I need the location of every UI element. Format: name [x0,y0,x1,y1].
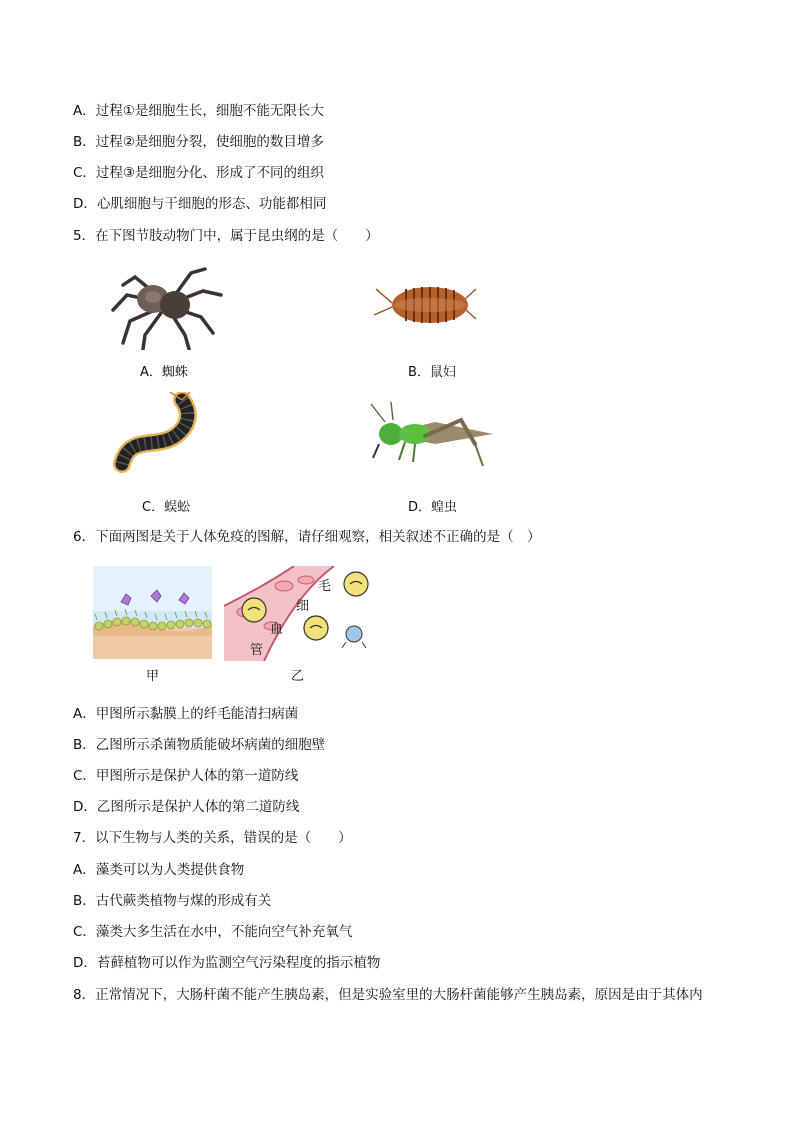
q7-option-d: D．苔藓植物可以作为监测空气污染程度的指示植物 [73,955,381,971]
q4-option-a: A．过程①是细胞生长，细胞不能无限长大 [73,103,324,119]
fig-caption-yi: 乙 [291,669,305,684]
q5-caption-b: B．鼠妇 [408,365,456,380]
q6-option-b: B．乙图所示杀菌物质能破坏病菌的细胞壁 [73,737,326,753]
centipede-icon [110,392,220,482]
q4-option-c: C．过程③是细胞分化、形成了不同的组织 [73,165,325,181]
q6-stem: 6．下面两图是关于人体免疫的图解，请仔细观察，相关叙述不正确的是（ ） [73,529,541,545]
q5-caption-d: D．蝗虫 [408,500,458,515]
q5-stem: 5．在下图节肢动物门中，属于昆虫纲的是（ ） [73,228,379,244]
q5-caption-a: A．蜘蛛 [140,365,188,380]
fig-label-xue: 血 [270,622,284,637]
q6-option-d: D．乙图所示是保护人体的第二道防线 [73,799,300,815]
q5-caption-c: C．蜈蚣 [142,500,191,515]
q7-stem: 7．以下生物与人类的关系，错误的是（ ） [73,830,352,846]
q7-option-a: A．藻类可以为人类提供食物 [73,862,245,878]
q8-stem: 8．正常情况下，大肠杆菌不能产生胰岛素，但是实验室里的大肠杆菌能够产生胰岛素，原因是由于其体内 [73,987,703,1003]
mucosa-cilia-figure [93,566,212,659]
fig-caption-jia: 甲 [146,669,160,684]
q4-option-b: B．过程②是细胞分裂，使细胞的数目增多 [73,134,324,150]
woodlouse-icon [370,275,480,335]
fig-label-guan: 管 [250,643,264,658]
q4-option-d: D．心肌细胞与干细胞的形态、功能都相同 [73,196,327,212]
fig-label-mao: 毛 [318,579,332,594]
fig-label-xi: 细 [296,599,310,614]
q7-option-b: B．古代蕨类植物与煤的形成有关 [73,893,272,909]
spider-icon [105,255,225,350]
grasshopper-icon [365,400,500,472]
q7-option-c: C．藻类大多生活在水中，不能向空气补充氧气 [73,924,353,940]
q6-option-a: A．甲图所示黏膜上的纤毛能清扫病菌 [73,706,299,722]
q6-option-c: C．甲图所示是保护人体的第一道防线 [73,768,299,784]
